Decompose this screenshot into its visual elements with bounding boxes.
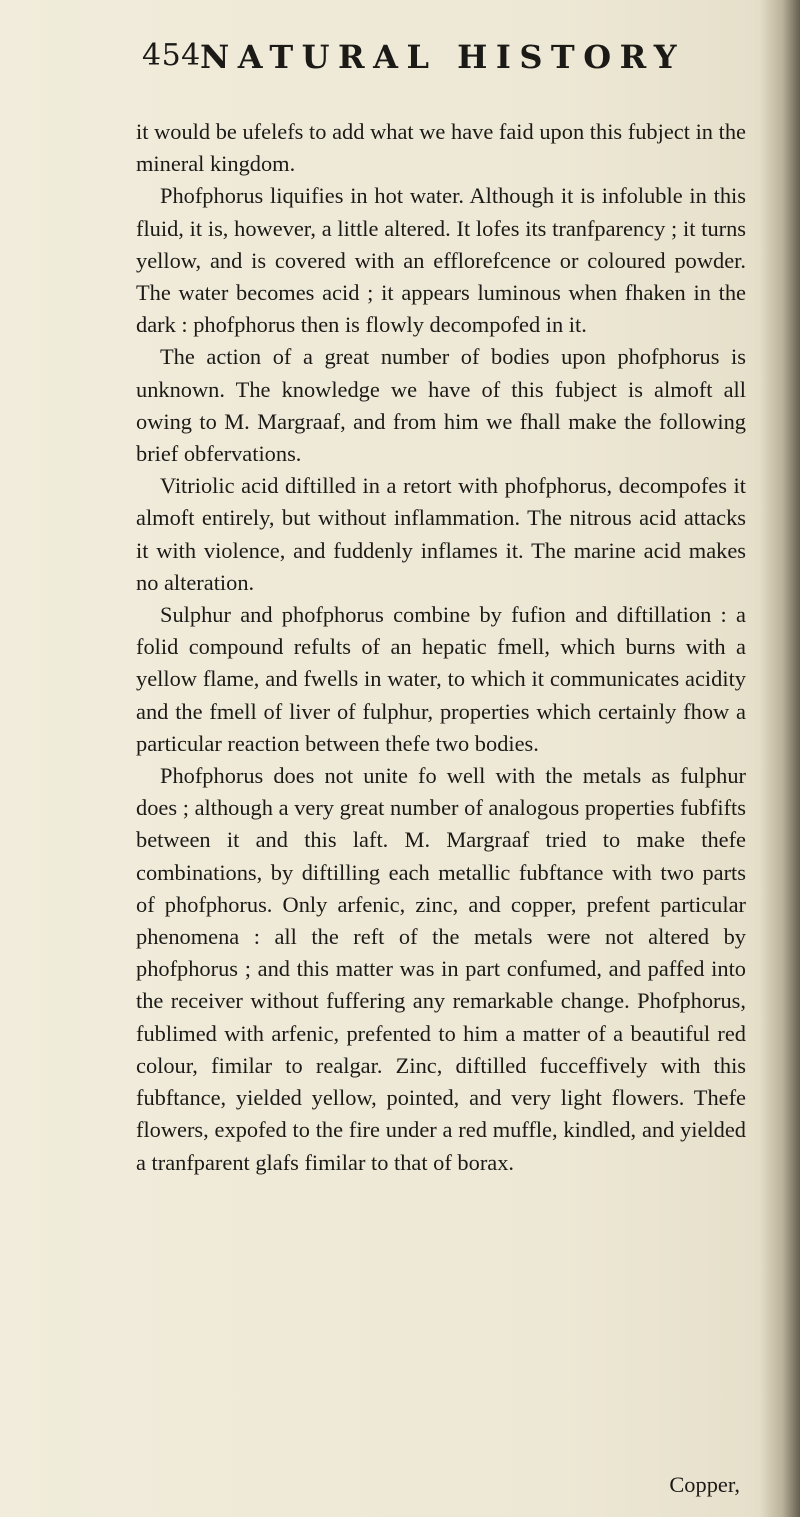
page-edge-shadow [760, 0, 800, 1517]
body-text [136, 116, 746, 1179]
running-head: NATURAL HISTORY [200, 38, 686, 76]
catchword: Copper, [669, 1472, 740, 1497]
paragraph: Sulphur and phofphorus combine by fufion and diftillation : a folid compound refults of an hepatic fmell, which burns with a yellow flame, and fwells in water, to which it communicates acidity and the fmell of liver of fulphur, properties which certainly fhow a particular reaction between thefe two bodies. [136, 602, 746, 756]
page-header [142, 38, 762, 94]
paragraph: Phofphorus liquifies in hot water. Although it is infoluble in this fluid, it is, however, a little altered. It lofes its tranfparency ; it turns yellow, and is covered with an efflorefcence or coloured powder. The water becomes acid ; it appears luminous when fhaken in the dark : phofphorus then is flowly decompofed in it. [136, 183, 746, 338]
paragraph: it would be ufelefs to add what we have faid upon this fubject in the mineral kingdom. [136, 119, 746, 177]
paragraph: Vitriolic acid diftilled in a retort with phofphorus, decompofes it almoft entirely, but without inflammation. The nitrous acid attacks it with violence, and fuddenly inflames it. The marine acid makes no alteration. [136, 473, 746, 595]
paragraph: Phofphorus does not unite fo well with the metals as fulphur does ; although a very great number of analogous properties fubfifts between it and this laft. M. Margraaf tried to make thefe combinations, by diftilling each metallic fubftance with two parts of phofphorus. Only arfenic, zinc, and copper, prefent particular phenomena : all the reft of the metals were not altered by phofphorus ; and this matter was in part confumed, and paffed into the receiver without fuffering any remarkable change. Phofphorus, fublimed with arfenic, prefented to him a matter of a beautiful red colour, fimilar to realgar. Zinc, diftilled fucceffively with this fubftance, yielded yellow, pointed, and very light flowers. Thefe flowers, expofed to the fire under a red muffle, kindled, and yielded a tranfparent glafs fimilar to that of borax. [136, 763, 746, 1175]
page-number: 454 [142, 38, 201, 73]
paragraph: The action of a great number of bodies upon phofphorus is unknown. The knowledge we have of this fubject is almoft all owing to M. Margraaf, and from him we fhall make the following brief obfervations. [136, 344, 746, 467]
